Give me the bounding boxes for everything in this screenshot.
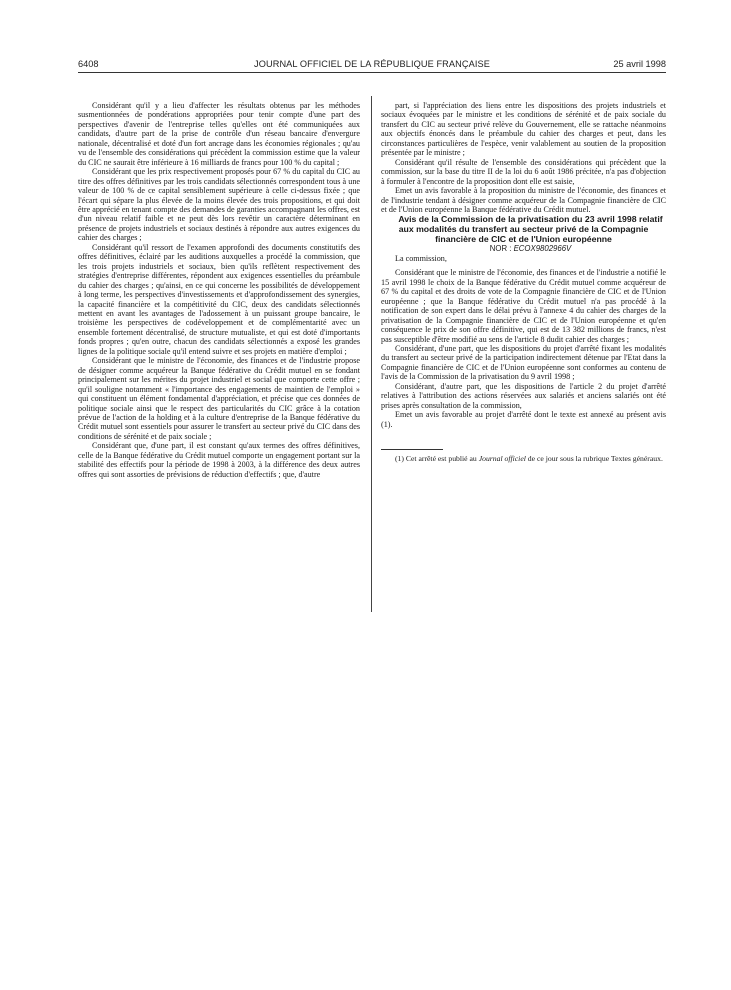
nor-code: ECOX9802966V xyxy=(513,244,572,254)
footnote xyxy=(381,454,666,463)
publication-date: 25 avril 1998 xyxy=(613,59,666,69)
paragraph: Considérant, d'autre part, que les dispositions de l'article 2 du projet d'arrêté relatives à l'attribution des actions réservées aux salariés et anciens salariés ont été prises après consultation de la commission, xyxy=(381,381,666,410)
paragraph: part, si l'appréciation des liens entre les dispositions des projets industriels et sociaux évoquées par le ministre et les conditions de sérénité et de paix sociale du transfert du CIC au secteur privé relève du Gouvernement, elle se rattache néanmoins aux objectifs énoncés dans le préambule du cahier des charges et peut, dans les circonstances particulières de l'espèce, venir valablement au soutien de la proposition présentée par le ministre ; xyxy=(381,101,666,158)
paragraph: Considérant, d'une part, que les dispositions du projet d'arrêté fixant les modalités du transfert au secteur privé de la participation indirectement détenue par l'Etat dans la Compagnie financière de CIC et de l'Union européenne sont conformes au contenu de l'avis de la Commission de la privatisation du 9 avril 1998 ; xyxy=(381,343,666,382)
footnote-suffix: de ce jour sous la rubrique Textes généraux. xyxy=(525,454,663,464)
paragraph: Considérant qu'il y a lieu d'affecter les résultats obtenus par les méthodes susmentionnées de pondérations appropriées pour tenir compte d'une part des perspectives d'avenir de l'entreprise telles qu'elles ont été communiquées aux candidats, d'autre part de la prise de contrôle d'un réseau bancaire d'envergure nationale, décentralisé et doté d'un fort ancrage dans les économies régionales ; qu'au vu de l'ensemble des considérations qui précèdent la commission estime que la valeur du CIC ne saurait être inférieure à 16 milliards de francs pour 100 % du capital ; xyxy=(78,101,360,167)
page-number: 6408 xyxy=(78,59,99,69)
footnote-rule xyxy=(381,449,443,450)
page-header xyxy=(78,59,666,73)
footnote-prefix: (1) Cet arrêté est publié au xyxy=(395,454,479,464)
paragraph: Considérant que, d'une part, il est constant qu'aux termes des offres définitives, celle de la Banque fédérative du Crédit mutuel comporte un engagement portant sur la stabilité des effectifs pour la période de 1998 à 2003, à la différence des deux autres offres qui sont assorties de prévisions de réduction d'effectifs ; que, d'autre xyxy=(78,441,360,479)
paragraph: Considérant qu'il ressort de l'examen approfondi des documents constitutifs des offres définitives, éclairé par les auditions auxquelles a procédé la commission, que les trois projets industriels et sociaux, bien qu'ils reflètent respectivement des stratégies d'entreprise différentes, répondent aux exigences essentielles du préambule du cahier des charges ; qu'ainsi, en ce qui concerne les possibilités de développement à long terme, les perspectives d'investissements et d'approfondissement des synergies, la capacité financière et la compétitivité du CIC, deux des candidats sélectionnés mettent en avant les avantages de l'adossement à un puissant groupe bancaire, le troisième les perspectives de codéveloppement et de complémentarité avec un ensemble fortement décentralisé, de structure mutualiste, et qui est doté d'importants fonds propres ; qu'en outre, chacun des candidats sélectionnés a exposé les grandes lignes de la politique sociale qu'il entend suivre et ses projets en matière d'emploi ; xyxy=(78,242,360,356)
header-rule xyxy=(78,72,666,73)
paragraph: Considérant que le ministre de l'économie, des finances et de l'industrie a notifié le 15 avril 1998 le choix de la Banque fédérative du Crédit mutuel comme acquéreur de 67 % du capital et des droits de vote de la Compagnie financière de CIC et de l'Union européenne ; que la Banque fédérative du Crédit mutuel n'a pas procédé à la notification de son expert dans le délai prévu à l'annexe 4 du cahier des charges de la privatisation de la Compagnie financière de CIC et de l'Union européenne et qu'en conséquence le prix de son offre définitive, qui est de 13 382 millions de francs, n'est pas susceptible d'être modifié au sens de l'article 8 dudit cahier des charges ; xyxy=(381,268,666,344)
paragraph: Considérant que le ministre de l'économie, des finances et de l'industrie propose de désigner comme acquéreur la Banque fédérative du Crédit mutuel en se fondant principalement sur les mérites du projet industriel et social que comporte cette offre ; qu'il souligne notamment « l'importance des engagements de maintien de l'emploi » qui constituent un élément fondamental d'appréciation, et précise que ces données de politique sociale ainsi que le respect des particularités du CIC grâce à la cotation prévue de l'action de la holding et à la culture d'entreprise de la Banque fédérative du Crédit mutuel sont essentiels pour assurer le transfert au secteur privé du CIC dans des conditions de sérénité et de paix sociale ; xyxy=(78,356,360,441)
left-column xyxy=(78,101,360,479)
right-column xyxy=(381,101,666,463)
paragraph: Considérant que les prix respectivement proposés pour 67 % du capital du CIC au titre des offres définitives par les trois candidats sélectionnés correspondent tous à une valeur de 100 % de ce capital sensiblement supérieure à celle ci-dessus fixée ; que l'écart qui sépare la plus élevée de la moins élevée des trois propositions, et qui doit être apprécié en tenant compte des demandes de garanties accompagnant les offres, est d'un niveau relatif faible et ne peut dès lors revêtir un caractère déterminant en présence de projets industriels et sociaux destinés à répondre aux autres exigences du cahier des charges ; xyxy=(78,167,360,243)
paragraph: Considérant qu'il résulte de l'ensemble des considérations qui précèdent que la commission, sur la base du titre II de la loi du 6 août 1986 précitée, n'a pas d'objection à formuler à l'encontre de la proposition dont elle est saisie, xyxy=(381,157,666,186)
column-divider xyxy=(371,96,372,612)
nor-reference xyxy=(381,244,666,253)
journal-title: JOURNAL OFFICIEL DE LA RÉPUBLIQUE FRANÇAISE xyxy=(254,59,490,69)
avis-intro: La commission, xyxy=(395,253,447,263)
nor-label: NOR : xyxy=(489,244,512,254)
avis-title: Avis de la Commission de la privatisation du 23 avril 1998 relatif aux modalités du transfert au secteur privé de la Compagnie financière de CIC et de l'Union européenne xyxy=(398,214,663,245)
paragraph: Emet un avis favorable au projet d'arrêté dont le texte est annexé au présent avis (1). xyxy=(381,410,666,429)
paragraph: Emet un avis favorable à la proposition du ministre de l'économie, des finances et de l'industrie tendant à désigner comme acquéreur de la Compagnie financière de CIC et de l'Union européenne la Banque fédérative du Crédit mutuel. xyxy=(381,186,666,214)
footnote-journal-name: Journal officiel xyxy=(478,454,526,464)
